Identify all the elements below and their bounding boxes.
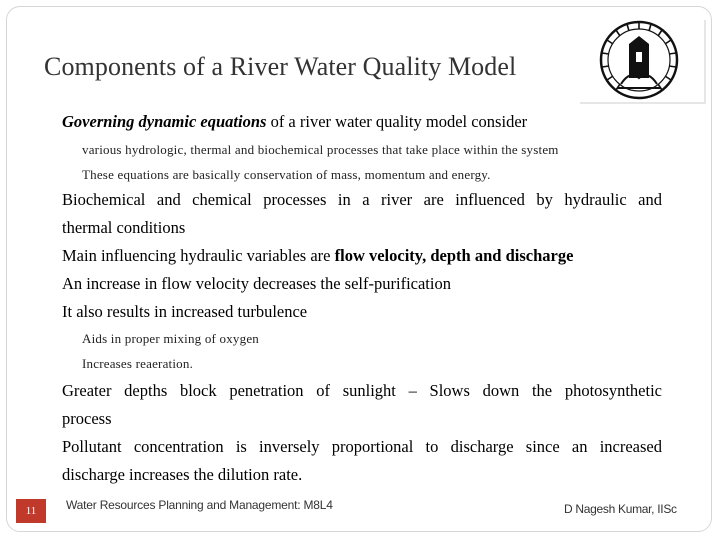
bold-phrase: flow velocity, depth and discharge xyxy=(334,246,574,265)
bullet-depths xyxy=(44,381,662,401)
bullet-text: various hydrologic, thermal and biochemical processes that take place within the system xyxy=(82,142,559,157)
sub-bullet-reaeration xyxy=(64,354,194,374)
bullet-pollutant-cont xyxy=(62,465,302,485)
bullet-depths-cont xyxy=(62,409,111,429)
slide-title: Components of a River Water Quality Model xyxy=(44,52,517,81)
bullet-governing-equations xyxy=(44,112,528,132)
footer-course: Water Resources Planning and Management: M8L4 xyxy=(66,498,333,512)
bullet-pollutant xyxy=(44,437,662,457)
bullet-text: Aids in proper mixing of oxygen xyxy=(82,331,259,346)
bold-italic-phrase: Governing dynamic equations xyxy=(62,112,267,131)
bullet-biochemical-cont xyxy=(62,218,185,238)
sub-bullet-processes xyxy=(64,140,559,160)
sub-bullet-mixing xyxy=(64,329,259,349)
bullet-text-line-2: thermal conditions xyxy=(62,218,186,237)
bullet-text-line-2: process xyxy=(62,409,112,428)
sub-bullet-conservation xyxy=(64,165,491,185)
page-number: 11 xyxy=(16,499,46,523)
bullet-biochemical xyxy=(44,190,662,210)
bullet-flow-velocity xyxy=(44,274,451,294)
bullet-hydraulic-variables xyxy=(44,246,574,266)
bullet-text: of a river water quality model consider xyxy=(266,112,528,131)
footer-author: D Nagesh Kumar, IISc xyxy=(564,502,677,516)
bullet-text: Main influencing hydraulic variables are xyxy=(62,246,335,265)
institute-seal-icon xyxy=(580,20,706,104)
bullet-text: Increases reaeration. xyxy=(82,356,194,371)
bullet-turbulence xyxy=(44,302,308,322)
bullet-text: An increase in flow velocity decreases the self-purification xyxy=(62,274,451,293)
bullet-text-line-1: Greater depths block penetration of sunlight – Slows down the photosynthetic xyxy=(62,381,662,400)
bullet-text-line-2: discharge increases the dilution rate. xyxy=(62,465,303,484)
bullet-text-line-1: Biochemical and chemical processes in a river are influenced by hydraulic and xyxy=(62,190,662,209)
bullet-text-line-1: Pollutant concentration is inversely proportional to discharge since an increased xyxy=(62,437,662,456)
bullet-text: It also results in increased turbulence xyxy=(62,302,308,321)
bullet-text: These equations are basically conservation of mass, momentum and energy. xyxy=(82,167,491,182)
